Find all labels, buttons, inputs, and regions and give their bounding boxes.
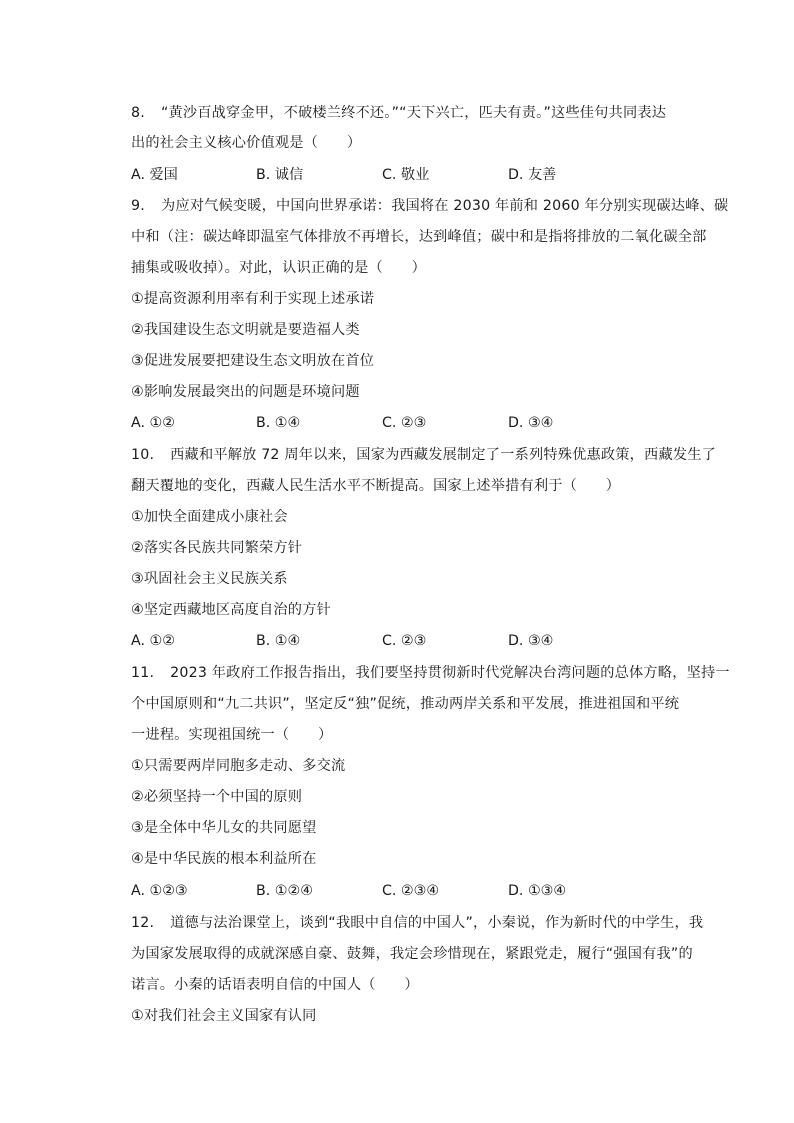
- option-a: A. ①②: [131, 415, 175, 431]
- question-number: 12.: [131, 915, 155, 931]
- question-11-statement-3: ③是全体中华儿女的共同愿望: [131, 820, 317, 836]
- stem-text: 道德与法治课堂上，谈到“我眼中自信的中国人”，小秦说，作为新时代的中学生，我: [170, 915, 704, 931]
- stem-text: 为应对气候变暖，中国向世界承诺：我国将在 2030 年前和 2060 年分别实现碳达峰、碳: [160, 198, 729, 214]
- question-11-stem-line-2: 个中国原则和“九二共识”，坚定反“独”促统，推动两岸关系和平发展，推进祖国和平统: [131, 696, 680, 712]
- option-b: B. 诚信: [256, 167, 304, 183]
- question-9-options: [131, 412, 711, 434]
- question-9-stem-line-2: 中和（注：碳达峰即温室气体排放不再增长，达到峰值；碳中和是指将排放的二氧化碳全部: [131, 229, 707, 245]
- question-8-stem-line-2: 出的社会主义核心价值观是（ ）: [131, 135, 362, 151]
- question-number: 8.: [131, 105, 145, 121]
- question-12-stem-line-3: 诺言。小秦的话语表明自信的中国人（ ）: [131, 977, 419, 993]
- question-10-statement-2: ②落实各民族共同繁荣方针: [131, 540, 303, 556]
- question-11-options: [131, 880, 711, 902]
- option-c: C. ②③: [382, 633, 427, 649]
- question-9-stem-line-1: [131, 195, 729, 217]
- question-10-stem-line-1: [131, 444, 716, 466]
- question-9-stem-line-3: 捕集或吸收掉）。对此，认识正确的是（ ）: [131, 260, 427, 276]
- question-number: 11.: [131, 665, 155, 681]
- question-10-statement-1: ①加快全面建成小康社会: [131, 509, 288, 525]
- question-9-statement-3: ③促进发展要把建设生态文明放在首位: [131, 353, 375, 369]
- question-8-options: [131, 164, 711, 186]
- option-d: D. ①③④: [508, 883, 567, 899]
- option-b: B. ①④: [256, 633, 301, 649]
- option-b: B. ①④: [256, 415, 301, 431]
- question-11-stem-line-3: 一进程。实现祖国统一（ ）: [131, 727, 333, 743]
- stem-text: 西藏和平解放 72 周年以来，国家为西藏发展制定了一系列特殊优惠政策，西藏发生了: [170, 447, 716, 463]
- question-11-statement-1: ①只需要两岸同胞多走动、多交流: [131, 758, 346, 774]
- question-11-statement-2: ②必须坚持一个中国的原则: [131, 789, 303, 805]
- question-number: 10.: [131, 447, 155, 463]
- question-10-options: [131, 630, 711, 652]
- option-b: B. ①②④: [256, 883, 313, 899]
- question-11-stem-line-1: [131, 662, 730, 684]
- question-12-statement-1: ①对我们社会主义国家有认同: [131, 1008, 317, 1024]
- option-c: C. 敬业: [382, 167, 430, 183]
- option-d: D. ③④: [508, 633, 554, 649]
- question-number: 9.: [131, 198, 145, 214]
- stem-text: 2023 年政府工作报告指出，我们要坚持贯彻新时代党解决台湾问题的总体方略，坚持一: [170, 665, 730, 681]
- question-10-statement-4: ④坚定西藏地区高度自治的方针: [131, 602, 331, 618]
- stem-text: “黄沙百战穿金甲，不破楼兰终不还。”“天下兴亡，匹夫有责。”这些佳句共同表达: [160, 105, 667, 121]
- question-9-statement-4: ④影响发展最突出的问题是环境问题: [131, 384, 360, 400]
- option-d: D. ③④: [508, 415, 554, 431]
- option-c: C. ②③④: [382, 883, 440, 899]
- question-8-stem-line-1: [131, 102, 711, 124]
- question-10-stem-line-2: 翻天覆地的变化，西藏人民生活水平不断提高。国家上述举措有利于（ ）: [131, 478, 621, 494]
- option-d: D. 友善: [508, 167, 557, 183]
- question-12-stem-line-2: 为国家发展取得的成就深感自豪、鼓舞，我定会珍惜现在，紧跟党走，履行“强国有我”的: [131, 946, 693, 962]
- question-10-statement-3: ③巩固社会主义民族关系: [131, 571, 288, 587]
- option-a: A. 爱国: [131, 167, 178, 183]
- option-a: A. ①②③: [131, 883, 188, 899]
- question-9-statement-2: ②我国建设生态文明就是要造福人类: [131, 322, 360, 338]
- option-a: A. ①②: [131, 633, 175, 649]
- question-12-stem-line-1: [131, 912, 711, 934]
- question-9-statement-1: ①提高资源利用率有利于实现上述承诺: [131, 291, 375, 307]
- question-11-statement-4: ④是中华民族的根本利益所在: [131, 851, 317, 867]
- option-c: C. ②③: [382, 415, 427, 431]
